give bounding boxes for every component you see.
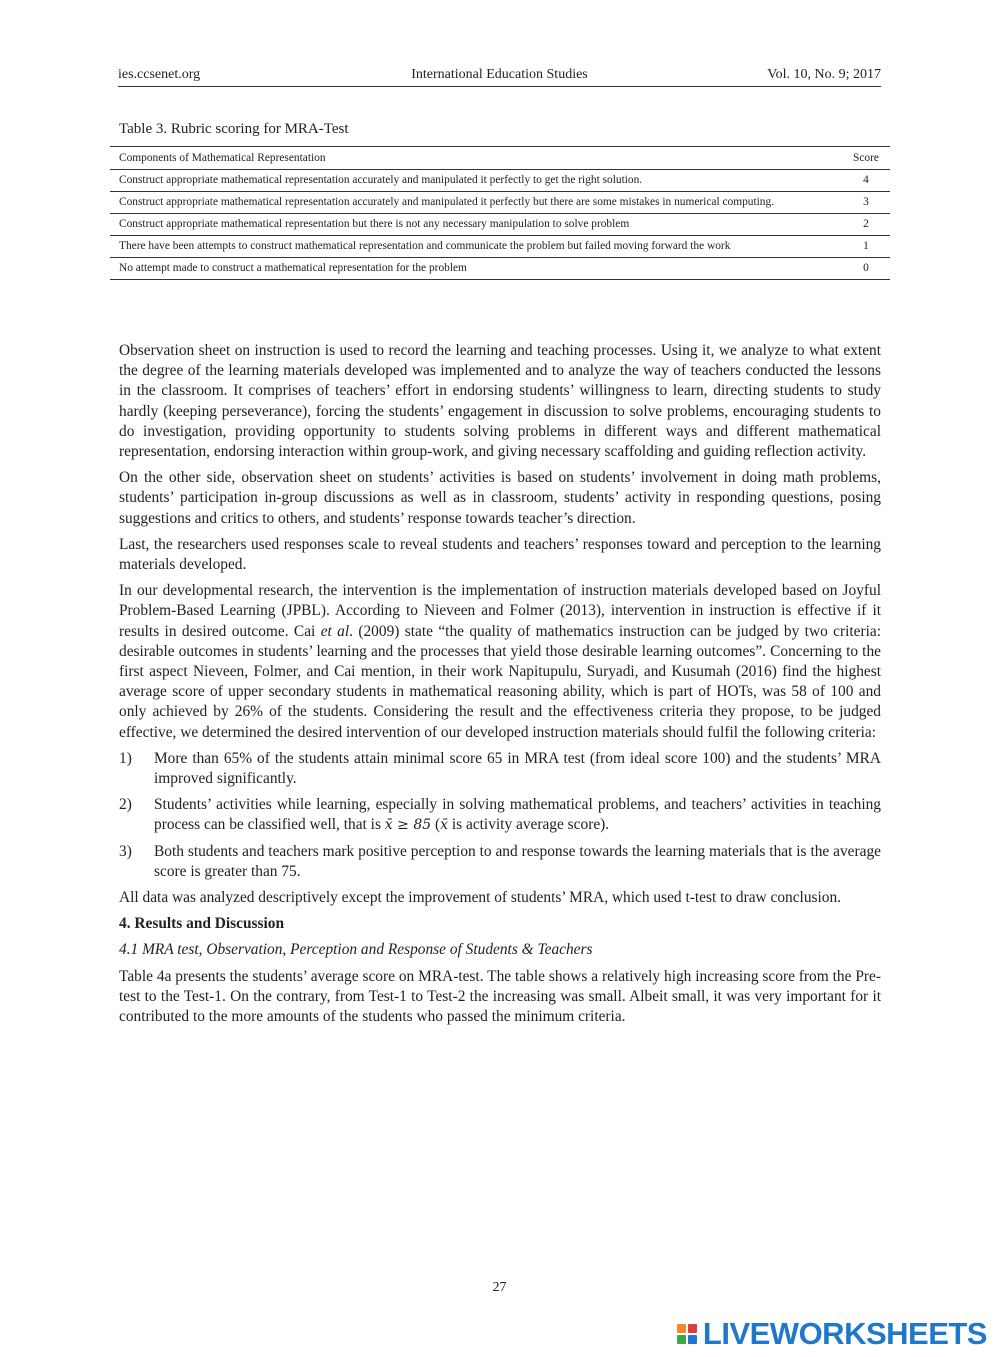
journal-website: ies.ccsenet.org: [118, 67, 201, 82]
list-number: 2): [119, 796, 132, 814]
paragraph-results: Table 4a presents the students’ average score on MRA-test. The table shows a relatively high increasing score from the Pre-test to the Test-1. On the contrary, from Test-1 to Test-2 the increasing was small. Albeit small, it was very important for it contributed to the more amounts of the students who passed the minimum criteria.: [119, 967, 881, 1026]
article-body: [119, 341, 881, 1033]
list-number: 1): [119, 749, 132, 767]
column-header-components: Components of Mathematical Representation: [119, 152, 326, 164]
list-number: 3): [119, 842, 132, 860]
table-header-row: [110, 147, 890, 170]
math-expression: x̄ ≥ 85: [384, 817, 432, 834]
math-symbol: x̄: [440, 817, 449, 834]
list-text: Students’ activities while learning, especially in solving mathematical problems, and teachers’ activities in teaching process can be classified well, that is: [154, 796, 881, 834]
subsection-heading: 4.1 MRA test, Observation, Perception and Response of Students & Teachers: [119, 941, 593, 959]
paragraph-response-scale: Last, the researchers used responses scale to reveal students and teachers’ responses toward and perception to the learning materials developed.: [119, 535, 881, 574]
rubric-score: 1: [863, 240, 869, 252]
list-text: Both students and teachers mark positive perception to and response towards the learning materials that is the average score is greater than 75.: [154, 842, 881, 880]
table-row: [110, 214, 890, 236]
paragraph-observation-instruction: Observation sheet on instruction is used to record the learning and teaching processes. Using it, we analyze to what extent the degree of the learning materials developed was implemented and to analyze the way of teachers conducted the lessons in the classroom. It comprises of teachers’ effort in endorsing students’ willingness to learn, directing students to study hardly (keeping perseverance), forcing the students’ engagement in discussion to solve problems, encouraging students to do investigation, providing opportunity to students solving problems in different ways and different mathematical representation, endorsing interaction within group-work, and giving necessary scaffolding and guiding reflection activity.: [119, 342, 881, 461]
rubric-score: 4: [863, 174, 869, 186]
list-item: 2) Students’ activities while learning, especially in solving mathematical problems, and teachers’ activities in teaching process can be classified well, that is x̄ ≥ 85 (x̄ is activity average score).: [119, 796, 881, 834]
liveworksheets-logo-icon: [677, 1324, 697, 1344]
rubric-score: 2: [863, 218, 869, 230]
rubric-table: [110, 146, 890, 280]
running-header: [118, 66, 881, 87]
volume-info: Vol. 10, No. 9; 2017: [767, 67, 881, 82]
list-item: [119, 842, 881, 882]
column-header-score: Score: [853, 152, 879, 164]
page-number: 27: [492, 1280, 507, 1295]
table-row: [110, 192, 890, 214]
list-text: More than 65% of the students attain minimal score 65 in MRA test (from ideal score 100) and the students’ MRA improved significantly.: [154, 749, 881, 788]
logo-square-green: [677, 1335, 686, 1344]
section-heading: 4. Results and Discussion: [119, 915, 285, 933]
table-row: [110, 236, 890, 258]
table-caption: Table 3. Rubric scoring for MRA-Test: [119, 121, 349, 137]
table-row: [110, 170, 890, 192]
list-item: [119, 749, 881, 789]
logo-square-orange: [677, 1324, 686, 1333]
rubric-description: Construct appropriate mathematical representation accurately and manipulated it perfectly but there are some mistakes in numerical computing.: [119, 196, 775, 208]
rubric-description: No attempt made to construct a mathematical representation for the problem: [119, 262, 467, 274]
rubric-description: Construct appropriate mathematical representation but there is not any necessary manipulation to solve problem: [119, 218, 630, 230]
logo-square-blue: [688, 1335, 697, 1344]
liveworksheets-brand[interactable]: [677, 1318, 987, 1350]
journal-title: International Education Studies: [411, 67, 588, 82]
criteria-list: [119, 749, 881, 882]
rubric-description: Construct appropriate mathematical representation accurately and manipulated it perfectly to get the right solution.: [119, 174, 643, 186]
table-row: [110, 258, 890, 280]
rubric-description: There have been attempts to construct mathematical representation and communicate the problem but failed moving forward the work: [119, 240, 731, 252]
logo-square-red: [688, 1324, 697, 1333]
rubric-score: 0: [863, 262, 869, 274]
paragraph-observation-students: On the other side, observation sheet on students’ activities is based on students’ involvement in doing math problems, students’ participation in-group discussions as well as in classroom, students’ activity in responding questions, posing suggestions and critics to others, and students’ response towards teacher’s direction.: [119, 469, 881, 527]
paragraph-intervention: In our developmental research, the intervention is the implementation of instruction materials developed based on Joyful Problem-Based Learning (JPBL). According to Nieveen and Folmer (2013), intervention in instruction is effective if it results in desired outcome. Cai et al. (2009) state “the quality of mathematics instruction can be judged by two criteria: desirable outcomes in students’ learning and the processes that yield those desirable learning outcomes”. Concerning to the first aspect Nieveen, Folmer, and Cai mention, in their work Napitupulu, Suryadi, and Kusumah (2016) find the highest average score of upper secondary students in mathematical reasoning ability, which is part of HOTs, was 58 of 100 and only achieved by 26% of the students. Considering the result and the effectiveness criteria they propose, to be judged effective, we determined the desired intervention of our developed instruction materials should fulfil the following criteria:: [119, 582, 881, 741]
brand-name: LIVEWORKSHEETS: [702, 1316, 987, 1351]
paragraph-data-analysis: All data was analyzed descriptively except the improvement of students’ MRA, which used t-test to draw conclusion.: [119, 889, 842, 907]
rubric-score: 3: [863, 196, 869, 208]
